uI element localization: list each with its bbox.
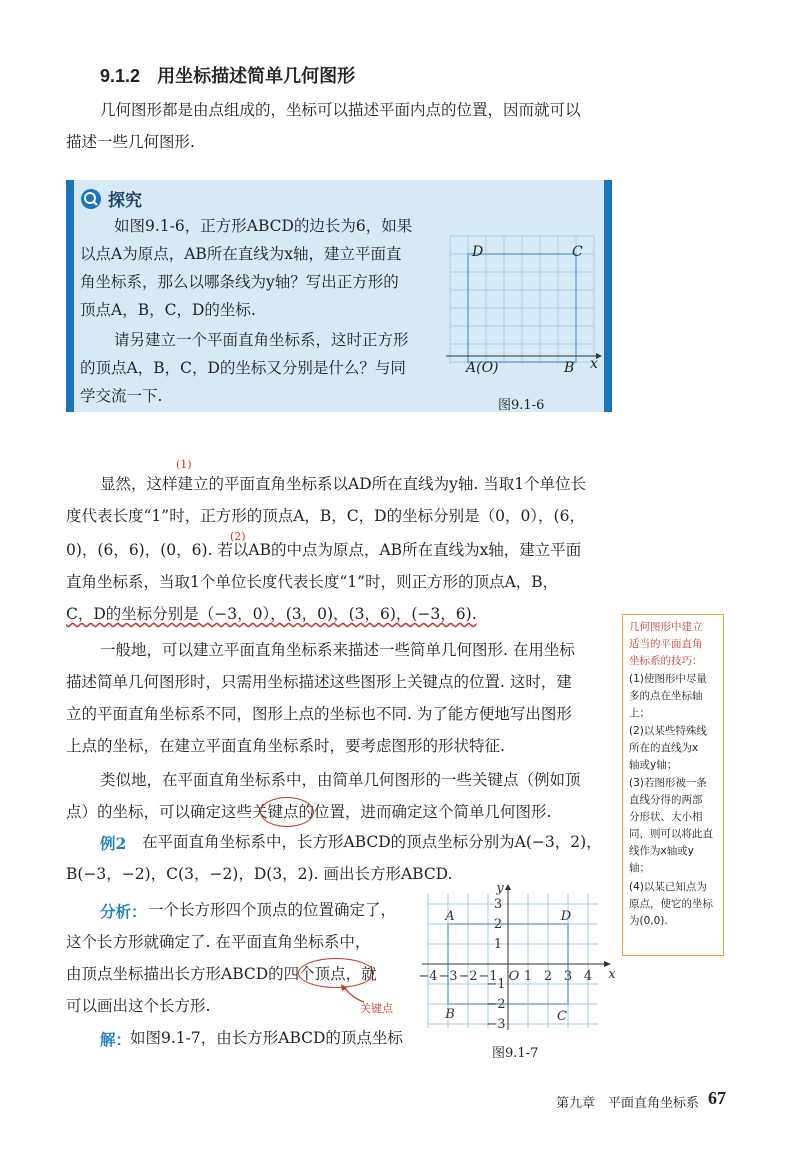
vertex-d: D <box>560 909 572 924</box>
explore-left-bar <box>66 180 74 412</box>
p1-line-2: 度代表长度“1”时，正方形的顶点A，B，C，D的坐标分别是（0，0），(6， <box>66 507 585 525</box>
x-tick: 4 <box>583 969 593 984</box>
x-tick: 3 <box>563 969 573 984</box>
x-tick: 2 <box>543 969 553 984</box>
side-note-line: 为(0,0). <box>629 915 668 927</box>
section-title: 用坐标描述简单几何图形 <box>157 66 356 87</box>
vertex-c: C <box>557 1009 567 1024</box>
side-note-line: 分形状、大小相 <box>629 811 703 823</box>
side-note-line: 直线分得的两部 <box>629 794 703 806</box>
y-tick: −2 <box>486 997 506 1012</box>
p1-line-4: 直角坐标系，当取1个单位长度代表长度“1”时，则正方形的顶点A，B， <box>66 573 559 591</box>
analysis-label: 分析： <box>100 902 147 921</box>
solution-line: 如图9.1-7，由长方形ABCD的顶点坐标 <box>130 1029 403 1047</box>
analysis-line-4: 可以画出这个长方形. <box>66 997 211 1015</box>
label-d: D <box>472 244 484 260</box>
example-label: 例2 <box>100 834 127 853</box>
side-note-line: 坐标系的技巧： <box>629 655 703 667</box>
x-tick: −3 <box>438 969 458 984</box>
p2-line-4: 上点的坐标，在建立平面直角坐标系时，要考虑图形的形状特征. <box>66 737 505 755</box>
explore-header <box>80 186 142 211</box>
magnifier-icon <box>80 188 102 210</box>
side-note-line: 所在的直线为x <box>629 742 699 754</box>
label-x: x <box>590 356 598 372</box>
p3-line-2: 点）的坐标，可以确定这些关键点的位置，进而确定这个简单几何图形. <box>66 803 552 821</box>
side-note-line: 轴； <box>629 862 650 874</box>
example-line-1: 在平面直角坐标系中，长方形ABCD的顶点坐标分别为A(−3，2)， <box>142 833 602 851</box>
x-tick: 1 <box>523 969 533 984</box>
caption-9-1-7: 图9.1-7 <box>492 1046 539 1061</box>
explore-line-7: 学交流一下. <box>80 387 163 405</box>
figure-9-1-7 <box>418 884 618 1034</box>
p2-line-1: 一般地，可以建立平面直角坐标系来描述一些简单几何图形. 在用坐标 <box>100 641 575 659</box>
intro-line-1: 几何图形都是由点组成的，坐标可以描述平面内点的位置，因而就可以 <box>100 101 581 119</box>
p2-line-2: 描述简单几何图形时，只需用坐标描述这些图形上关键点的位置. 这时，建 <box>66 673 572 691</box>
intro-line-2: 描述一些几何图形. <box>66 133 195 151</box>
vertex-a: A <box>445 909 455 924</box>
explore-line-6: 的顶点A，B，C，D的坐标又分别是什么？与同 <box>80 359 406 377</box>
analysis-line-3: 由顶点坐标描出长方形ABCD的四个顶点，就 <box>66 965 377 983</box>
side-note-line: 轴或y轴； <box>629 759 678 771</box>
side-note-line: (1)使图形中尽量 <box>629 673 707 685</box>
side-note-line: 同，则可以将此直 <box>629 828 713 840</box>
label-c: C <box>572 244 583 260</box>
footer-chapter: 第九章 平面直角坐标系 <box>556 1096 700 1111</box>
section-number: 9.1.2 <box>100 66 141 86</box>
annotation-mark-1: (1) <box>176 458 192 471</box>
x-axis-label: x <box>608 967 616 982</box>
side-note-line: 多的点在坐标轴 <box>629 690 703 702</box>
explore-line-4: 顶点A，B，C，D的坐标. <box>80 301 256 319</box>
p3-line-1: 类似地，在平面直角坐标系中，由简单几何图形的一些关键点（例如顶 <box>100 771 581 789</box>
side-note-line: (2)以某些特殊线 <box>629 725 707 737</box>
p1-line-1: 显然，这样建立的平面直角坐标系以AD所在直线为y轴. 当取1个单位长 <box>100 475 587 493</box>
explore-line-2: 以点A为原点，AB所在直线为x轴，建立平面直 <box>80 245 402 263</box>
x-tick: −4 <box>418 969 438 984</box>
explore-heading: 探究 <box>108 191 142 211</box>
side-note-line: 上； <box>629 707 650 719</box>
explore-right-bar <box>604 180 612 412</box>
x-tick: −1 <box>478 969 498 984</box>
y-tick: 2 <box>493 917 503 932</box>
y-tick: −1 <box>486 977 506 992</box>
p1-line-5: C，D的坐标分别是（−3，0），(3，0)，(3，6)，(−3，6). <box>66 605 477 623</box>
section-heading <box>100 62 355 88</box>
keypoint-circle <box>260 797 314 827</box>
p2-line-3: 立的平面直角坐标系不同，图形上点的坐标也不同. 为了能方便地写出图形 <box>66 705 572 723</box>
analysis-line-1: 一个长方形四个顶点的位置确定了， <box>148 901 397 919</box>
side-note-line: 适当的平面直角 <box>629 638 703 650</box>
label-b: B <box>564 360 575 376</box>
explore-line-3: 角坐标系，那么以哪条线为y轴？写出正方形的 <box>80 273 399 291</box>
page-number: 67 <box>708 1088 726 1108</box>
side-note-line: 线作为x轴或y <box>629 845 694 857</box>
side-note <box>622 614 724 956</box>
solution-label: 解： <box>100 1030 132 1049</box>
y-tick: 1 <box>493 937 503 952</box>
vertex-b: B <box>445 1007 455 1022</box>
explore-line-1: 如图9.1-6，正方形ABCD的边长为6，如果 <box>114 217 413 235</box>
y-axis-label: y <box>496 884 504 896</box>
keypoint-arrow <box>338 984 368 1006</box>
explore-line-5: 请另建立一个平面直角坐标系，这时正方形 <box>114 331 409 349</box>
caption-9-1-6: 图9.1-6 <box>498 398 545 413</box>
side-note-line: (4)以某已知点为 <box>629 881 707 893</box>
p1-line-3: 0)，(6，6)，(0，6). 若以AB的中点为原点，AB所在直线为x轴，建立平面 <box>66 541 582 559</box>
side-note-line: 原点，使它的坐标 <box>629 898 713 910</box>
y-tick: 3 <box>493 897 503 912</box>
origin-label: O <box>508 969 520 984</box>
x-tick: −2 <box>458 969 478 984</box>
y-tick: −3 <box>486 1017 506 1032</box>
keypoint-note: 关键点 <box>360 1002 393 1015</box>
analysis-line-2: 这个长方形就确定了. 在平面直角坐标系中， <box>66 933 371 951</box>
side-note-line: 几何图形中建立 <box>629 621 703 633</box>
annotation-mark-2: (2) <box>230 530 246 543</box>
side-note-line: (3)若图形被一条 <box>629 777 707 789</box>
example-line-2: B(−3，−2)，C(3，−2)，D(3，2). 画出长方形ABCD. <box>66 865 453 883</box>
label-a-origin: A(O) <box>466 360 499 376</box>
